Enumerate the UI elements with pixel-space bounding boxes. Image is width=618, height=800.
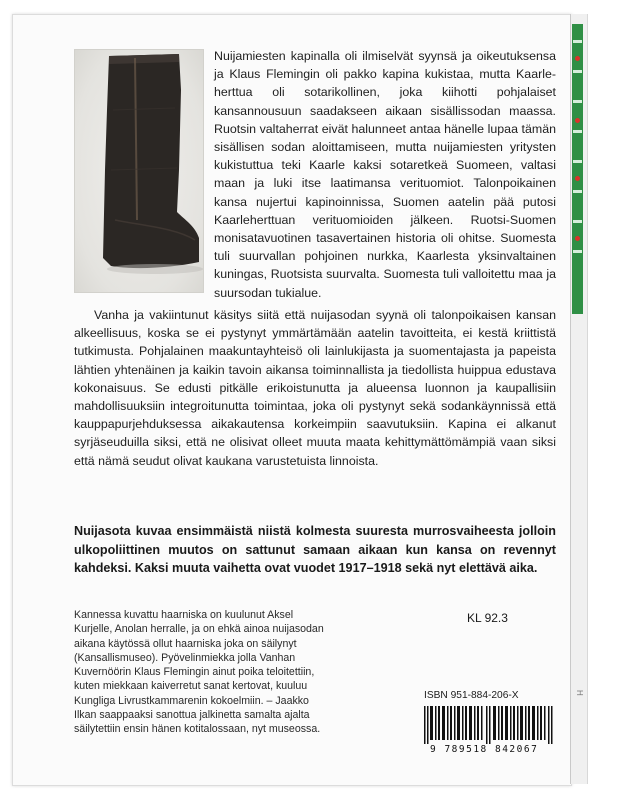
spine-lower-text: H [575, 690, 584, 696]
spine-dot [575, 56, 580, 61]
spine-color-band [572, 24, 583, 314]
spine-mark [573, 250, 582, 253]
cover-caption: Kannessa kuvattu haarniska on kuulunut Aksel Kurjelle, Anolan herralle, ja on ehkä ainoa nuijasodan aikana käytössä ollut haarniska joka on säilynyt (Kansallismuseo). Pyövelinmiekka jolla Vanhan Kuvernöörin Klaus Flemingin ainut poika teloitettiin, kuten miekkaan kaiverretut sanat kertovat, kuuluu Kungliga Livrustkammarenin kokoelmiin. – Jaakko Ilkan saappaaksi sanottua jalkinetta samalta ajalta säilytettiin ensin hänen kotitalossaan, nyt museossa. [74, 609, 324, 736]
barcode [420, 706, 560, 744]
isbn-number: ISBN 951-884-206-X [424, 690, 519, 701]
body-paragraph-2: Vanha ja vakiintunut käsitys siitä että nuijasodan syynä oli talonpoikaisen kansan alkeellisuus, koska se ei pystynyt ymmärtämään aatelin tavoitteita, ei kestä kriittistä tutkimusta. Pohjalainen maakuntayhteisö oli lainlukijasta ja suomentajasta ja papeista lähtien yhtenäinen ja kaikin tavoin aikansa toiminnallista ja tiedollista huippua edustava kokonaisuus. Se edusti pitkälle erikoistunutta ja alueensa luonnon ja kaupallisiin mahdollisuuksiin integroitunutta toimintaa, joka oli pystynyt sekä sodankäynnissä että kauppapurjehduksessa aikakautensa korkeimpiin saavutuksiin. Kapina ei alkanut syrjäseuduilla siksi, että ne olisivat olleet muuta maata kehittymättömämpiä vaan siksi että nämä seudut olivat kaukana varustetuista linnoista. [74, 308, 556, 468]
spine-mark [573, 220, 582, 223]
spine-dot [575, 236, 580, 241]
body-paragraph-1 [74, 47, 556, 302]
paragraph-1-text: Nuijamiesten kapinalla oli ilmiselvät syynsä ja oikeutuksensa ja Klaus Flemingin oli pakko kapina kukistaa, mutta Kaarle-herttua oli sotarikollinen, joka kiihotti pohjalaiset kansannousuun saadakseen aikaan sisällissodan maassa. Ruotsin valtaherrat eivät halunneet antaa hänelle lupaa tämän sisällisen sodan aloittamiseen, mutta nuijamiesten yritysten kukistuttua teki Kaarle kaksi sotaretkeä Suomeen, valtasi maan ja luki itse laatimansa verituomiot. Talonpoikainen kansa nujertui kapinoinnissa, Suomen aatelin pää putosi Kaarleherttuan verituomioiden jälkeen. Ruotsi-Suomen monisatavuotinen tasavertainen historia oli ohitse. Suomesta tuli suurvallan pohjoinen nurkka, Kaarlesta yksinvaltainen kuningas, Ruotsista suurvalta. Suomesta tuli valloitettu maa ja suursodan tukialue. [214, 49, 556, 300]
spine-mark [573, 190, 582, 193]
spine-mark [573, 100, 582, 103]
library-classification: KL 92.3 [467, 611, 508, 625]
spine-dot [575, 118, 580, 123]
spine-mark [573, 160, 582, 163]
spine-mark [573, 130, 582, 133]
boot-image [75, 50, 203, 292]
boot-photo [74, 49, 204, 293]
spine-mark [573, 40, 582, 43]
spine-dot [575, 176, 580, 181]
spine-mark [573, 70, 582, 73]
barcode-number: 9 789518 842067 [430, 744, 539, 755]
summary-paragraph: Nuijasota kuvaa ensimmäistä niistä kolmesta suuresta murrosvaiheesta jolloin ulkopoliittinen muutos on sattunut samaan aikaan kun kansa on revennyt kahdeksi. Kaksi muuta vaihetta ovat vuodet 1917–1918 sekä nyt elettävä aika. [74, 524, 556, 576]
